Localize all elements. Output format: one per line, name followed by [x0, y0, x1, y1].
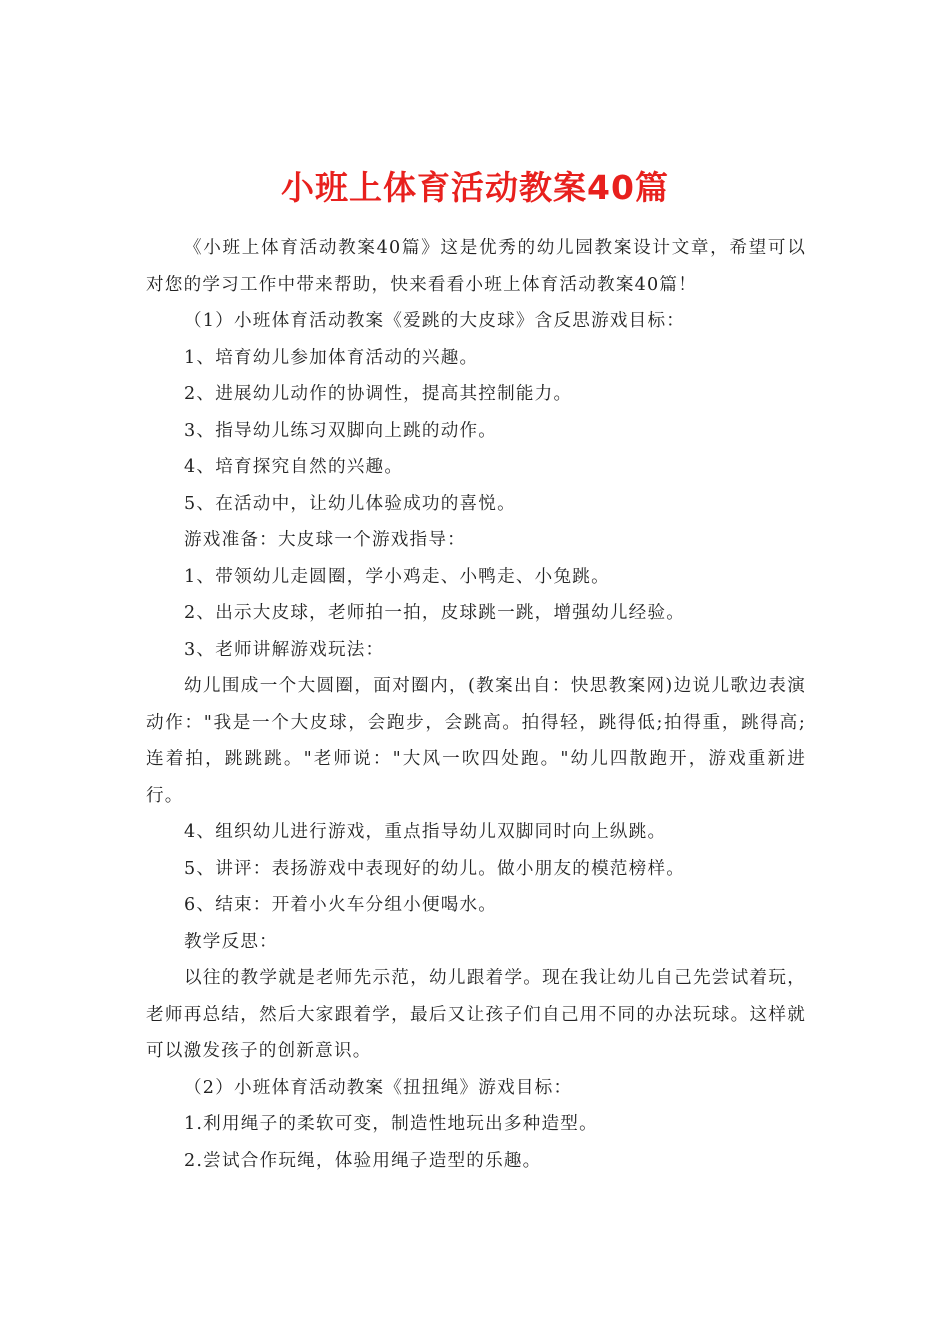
goal-item: 3、指导幼儿练习双脚向上跳的动作。: [184, 420, 498, 441]
goal-item: 2.尝试合作玩绳，体验用绳子造型的乐趣。: [184, 1150, 542, 1171]
goal-item: 1、培育幼儿参加体育活动的兴趣。: [184, 347, 479, 368]
goal-item: 5、在活动中，让幼儿体验成功的喜悦。: [184, 493, 516, 514]
goal-item: 1.利用绳子的柔软可变，制造性地玩出多种造型。: [184, 1114, 598, 1134]
game-preparation: 游戏准备：大皮球一个游戏指导：: [184, 530, 466, 550]
section-1-heading: （1）小班体育活动教案《爱跳的大皮球》含反思游戏目标：: [184, 311, 686, 331]
section-2-heading: （2）小班体育活动教案《扭扭绳》游戏目标：: [184, 1077, 573, 1098]
guidance-item: 1、带领幼儿走圆圈，学小鸡走、小鸭走、小兔跳。: [184, 566, 610, 587]
goal-item: 4、培育探究自然的兴趣。: [184, 457, 404, 477]
guidance-item: 3、老师讲解游戏玩法：: [184, 639, 385, 660]
document-body: [146, 230, 806, 1179]
guidance-item: 4、组织幼儿进行游戏，重点指导幼儿双脚同时向上纵跳。: [184, 822, 667, 842]
reflection-paragraph: 以往的教学就是老师先示范，幼儿跟着学。现在我让幼儿自己先尝试着玩，老师再总结，然后大家跟着学，最后又让孩子们自己用不同的办法玩球。这样就可以激发孩子的创新意识。: [146, 968, 806, 1061]
guidance-item: 6、结束：开着小火车分组小便喝水。: [184, 895, 498, 915]
guidance-item: 2、出示大皮球，老师拍一拍，皮球跳一跳，增强幼儿经验。: [184, 603, 686, 623]
reflection-heading: 教学反思：: [184, 931, 278, 952]
game-rules-paragraph: 幼儿围成一个大圆圈，面对圈内，(教案出自：快思教案网)边说儿歌边表演动作："我是一个大皮球，会跑步，会跳高。拍得轻，跳得低;拍得重，跳得高;连着拍，跳跳跳。"老师说："大风一吹四处跑。"幼儿四散跑开，游戏重新进行。: [146, 676, 806, 806]
intro-paragraph: 《小班上体育活动教案40篇》这是优秀的幼儿园教案设计文章，希望可以对您的学习工作中带来帮助，快来看看小班上体育活动教案40篇！: [146, 238, 806, 295]
guidance-item: 5、讲评：表扬游戏中表现好的幼儿。做小朋友的模范榜样。: [184, 858, 686, 879]
goal-item: 2、进展幼儿动作的协调性，提高其控制能力。: [184, 384, 573, 404]
document-title: 小班上体育活动教案40篇: [281, 168, 669, 208]
